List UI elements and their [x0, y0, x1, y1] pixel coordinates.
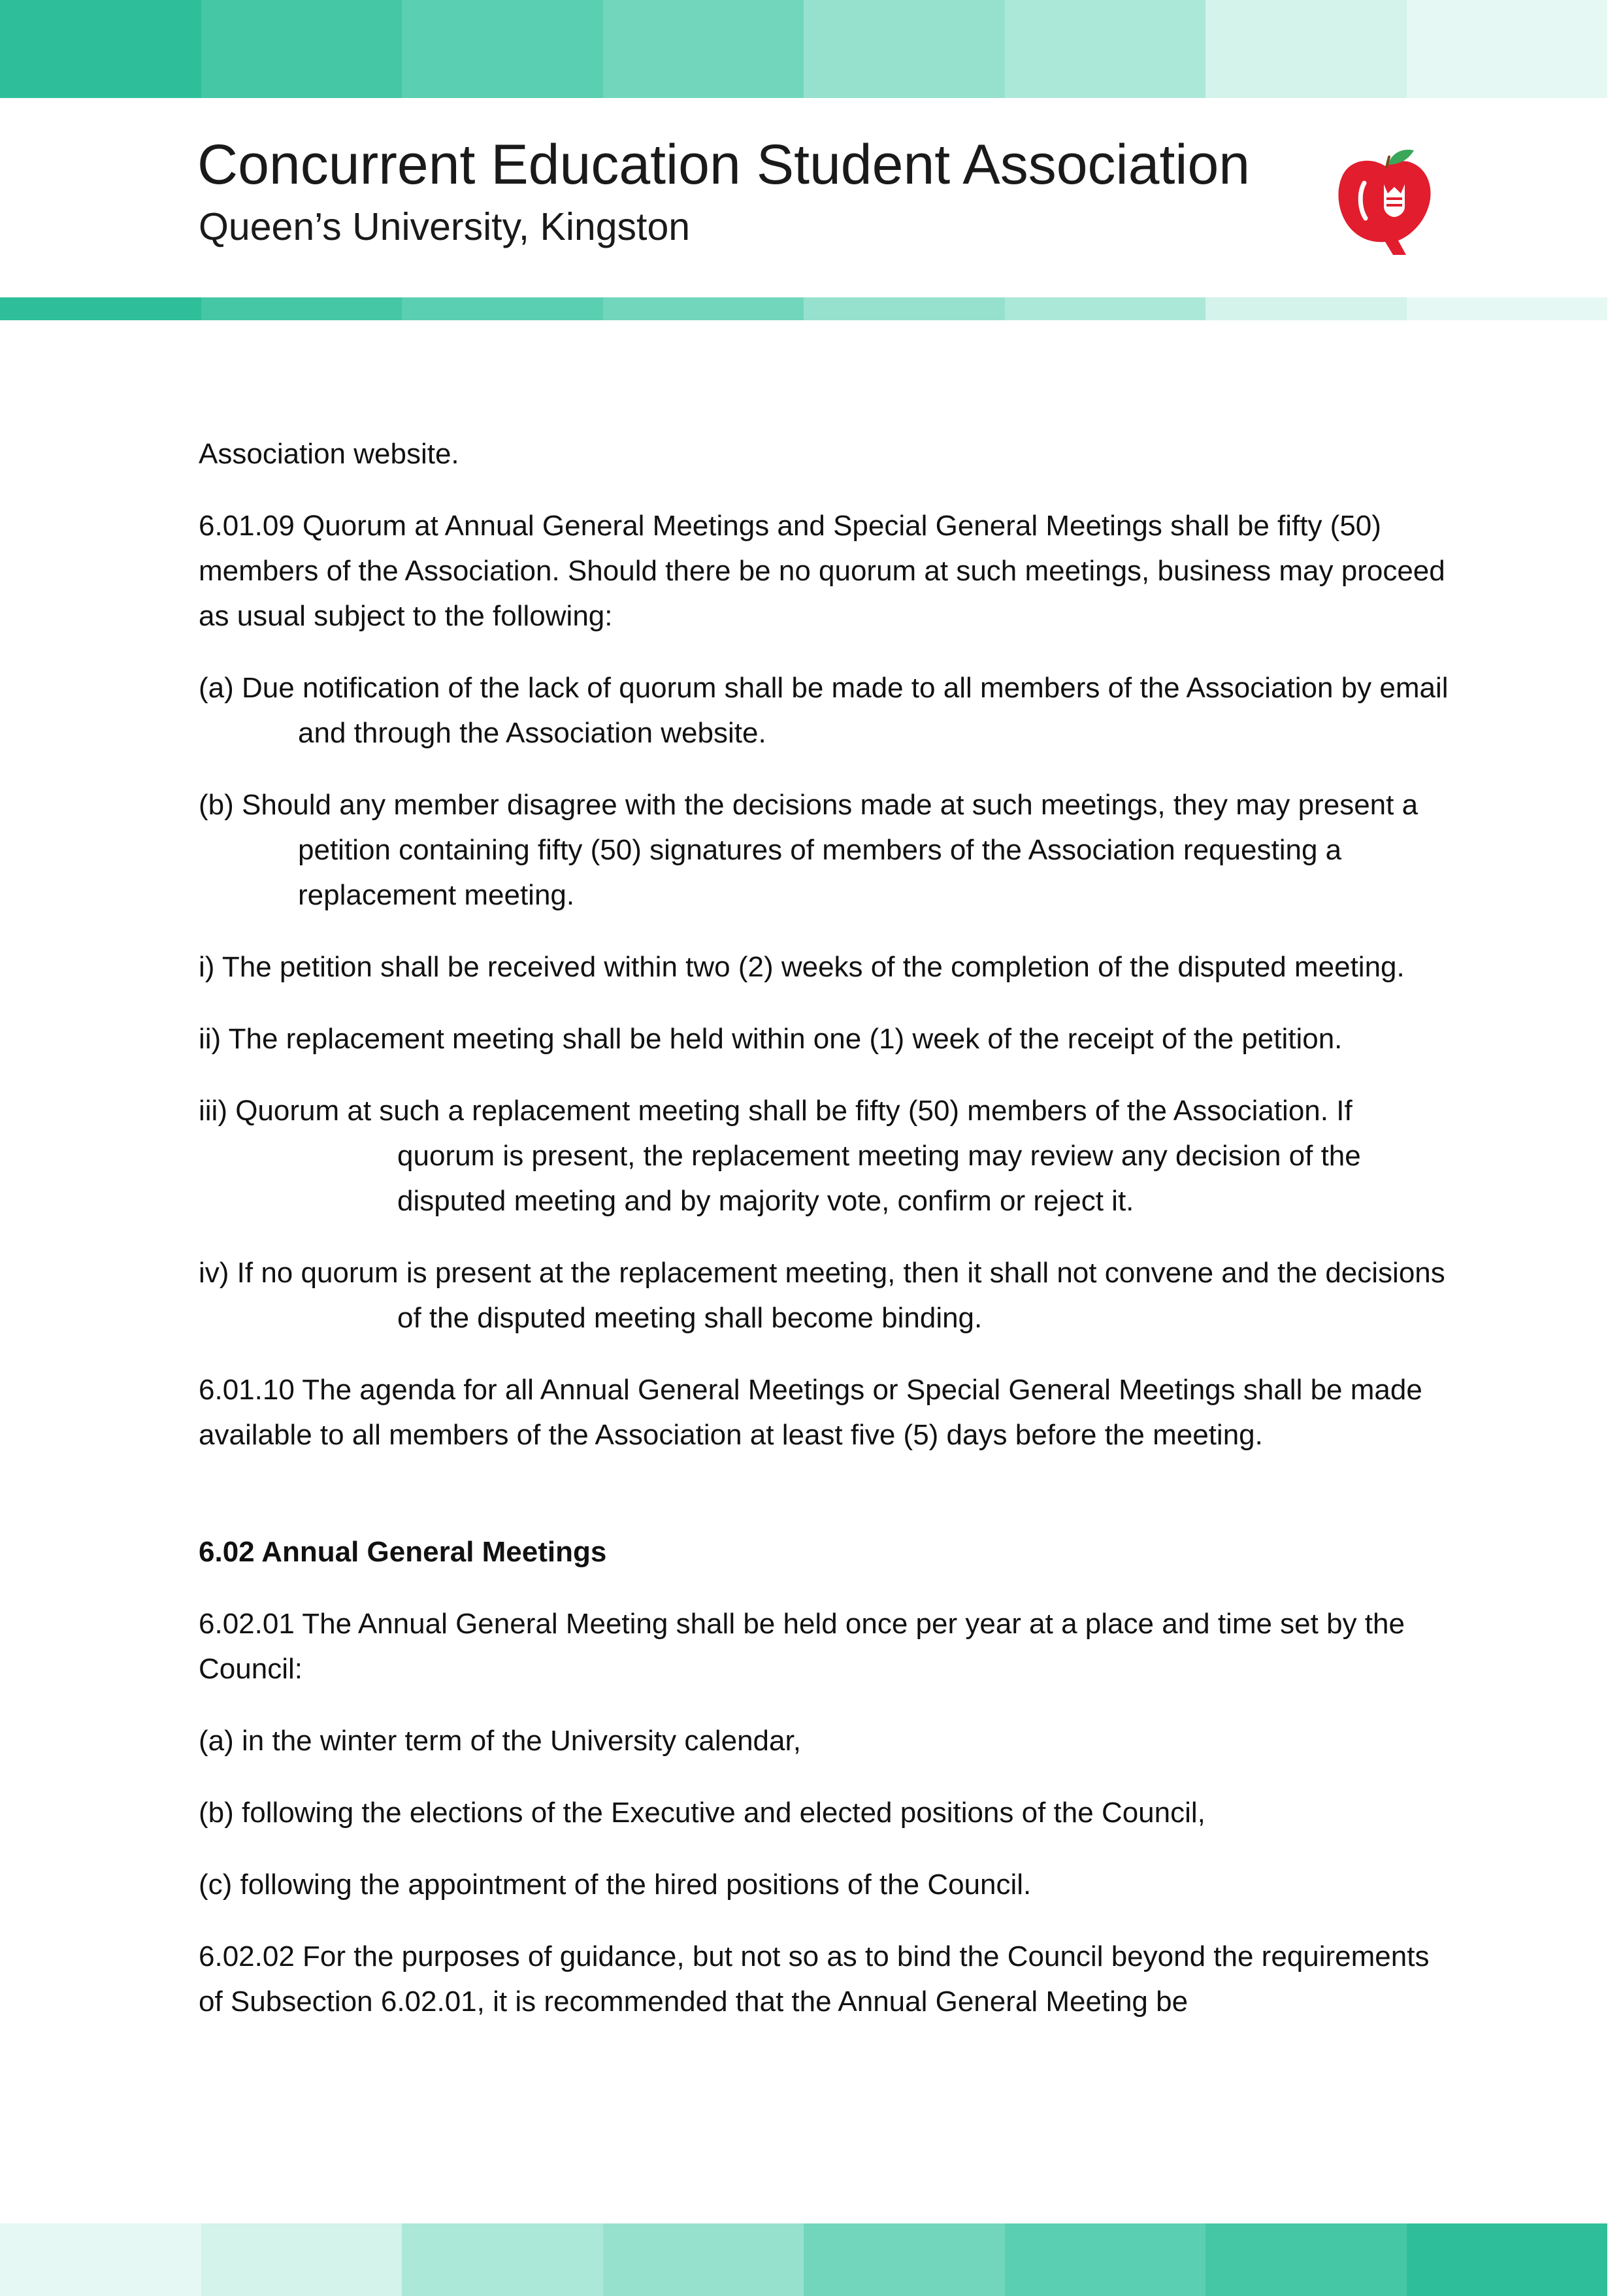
clause-6-01-10: 6.01.10 The agenda for all Annual General Meetings or Special General Meetings shall be made available to all members of the Association at least five (5) days before the meeting. [199, 1374, 1422, 1451]
header-divider-bar [0, 297, 1607, 320]
clause-6-02-02: 6.02.02 For the purposes of guidance, but not so as to bind the Council beyond the requirements of Subsection 6.02.01, it is recommended that the Annual General Meeting be [199, 1940, 1430, 2018]
color-bar-segment [603, 2223, 804, 2296]
clause-6-01-09: 6.01.09 Quorum at Annual General Meetings and Special General Meetings shall be fifty (50) members of the Association. Should there be no quorum at such meetings, business may proceed as usual subject to the following: [199, 510, 1445, 632]
color-bar-segment [1407, 2223, 1608, 2296]
color-bar-segment [1407, 297, 1608, 320]
logo-apple [1338, 161, 1430, 255]
color-bar-segment [1205, 0, 1407, 98]
color-bar-segment [402, 2223, 603, 2296]
color-bar-segment [603, 0, 804, 98]
bottom-color-bar [0, 2223, 1607, 2296]
clause-6-01-09-b: (b) Should any member disagree with the decisions made at such meetings, they may present a petition containing fifty (50) signatures of members of the Association requesting a replacement meeting. [199, 789, 1418, 911]
color-bar-segment [603, 297, 804, 320]
color-bar-segment [804, 297, 1005, 320]
color-bar-segment [0, 0, 201, 98]
color-bar-segment [0, 2223, 201, 2296]
color-bar-segment [201, 0, 402, 98]
color-bar-segment [402, 0, 603, 98]
clause-6-01-09-b-iv: iv) If no quorum is present at the replacement meeting, then it shall not convene and the decisions of the disputed meeting shall become binding. [199, 1257, 1445, 1334]
clause-6-01-09-b-i: i) The petition shall be received within two (2) weeks of the completion of the disputed meeting. [199, 951, 1405, 983]
color-bar-segment [1407, 0, 1608, 98]
top-color-bar [0, 0, 1607, 98]
color-bar-segment [804, 0, 1005, 98]
color-bar-segment [804, 2223, 1005, 2296]
color-bar-segment [201, 2223, 402, 2296]
page-subtitle: Queen’s University, Kingston [199, 205, 691, 248]
clause-6-02-01-a: (a) in the winter term of the University calendar, [199, 1725, 801, 1757]
color-bar-segment [1205, 297, 1407, 320]
color-bar-segment [0, 297, 201, 320]
section-heading: 6.02 Annual General Meetings [199, 1536, 607, 1568]
color-bar-segment [402, 297, 603, 320]
color-bar-segment [1205, 2223, 1407, 2296]
document-body [199, 431, 1453, 2051]
color-bar-segment [201, 297, 402, 320]
clause-6-02-01: 6.02.01 The Annual General Meeting shall be held once per year at a place and time set by the Council: [199, 1608, 1405, 1685]
paragraph-continuation: Association website. [199, 438, 459, 470]
color-bar-segment [1005, 297, 1206, 320]
clause-6-01-09-a: (a) Due notification of the lack of quorum shall be made to all members of the Association by email and through the Association website. [199, 672, 1449, 749]
page-title: Concurrent Education Student Association [197, 133, 1251, 196]
clause-6-01-09-b-iii: iii) Quorum at such a replacement meeting shall be fifty (50) members of the Association. If quorum is present, the replacement meeting may review any decision of the disputed meeting and by majority vote, confirm or reject it. [199, 1095, 1361, 1217]
clause-6-02-01-b: (b) following the elections of the Executive and elected positions of the Council, [199, 1797, 1205, 1829]
apple-crown-q-logo-icon [1333, 145, 1437, 256]
clause-6-01-09-b-ii: ii) The replacement meeting shall be held within one (1) week of the receipt of the petition. [199, 1023, 1343, 1055]
color-bar-segment [1005, 2223, 1206, 2296]
clause-6-02-01-c: (c) following the appointment of the hired positions of the Council. [199, 1869, 1032, 1901]
color-bar-segment [1005, 0, 1206, 98]
